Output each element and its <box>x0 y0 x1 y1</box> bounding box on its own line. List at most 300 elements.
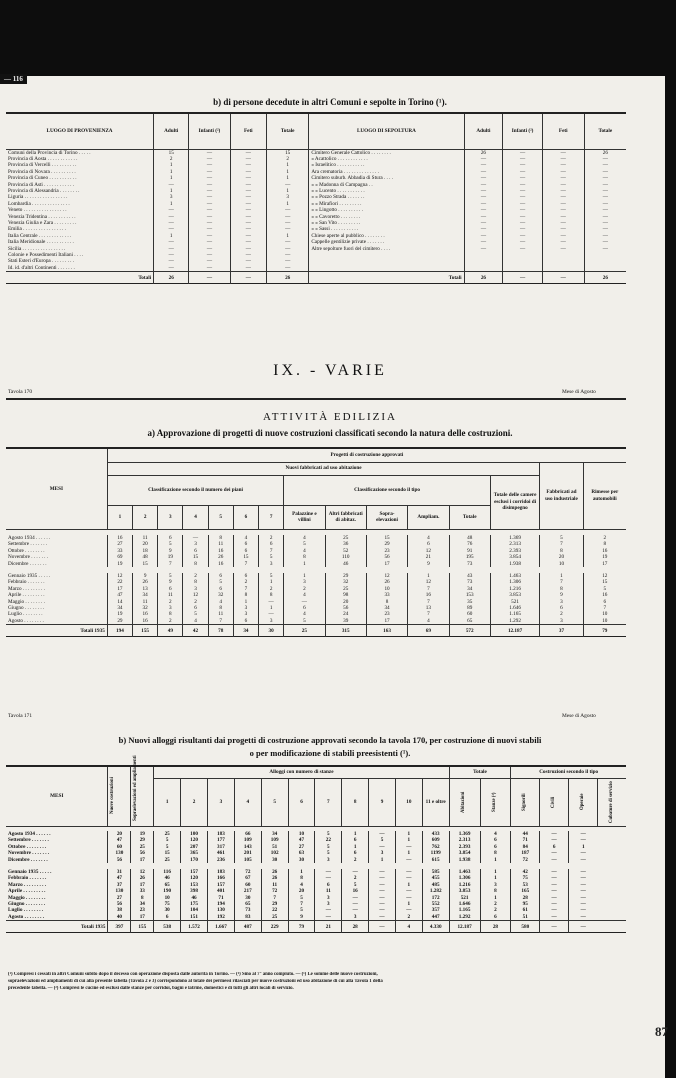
prov-origin-value: — <box>189 252 230 258</box>
b-value: 11 <box>261 882 288 888</box>
b-value: 28 <box>511 895 540 901</box>
a-value: 195 <box>449 554 490 560</box>
b-value: 175 <box>181 901 208 907</box>
a-value: 18 <box>133 548 158 554</box>
b-value: 3.854 <box>449 850 480 856</box>
b-value: — <box>342 869 369 875</box>
b-value: — <box>569 857 598 863</box>
section-b-title: b) di persone decedute in altri Comuni e sepolte in Torino (¹). <box>213 97 447 107</box>
a-value: 91 <box>449 548 490 554</box>
b-value: 1.306 <box>449 875 480 881</box>
b-stanze-col: 3 <box>208 778 235 826</box>
prov-total-value: — <box>189 272 230 284</box>
a-value: 12 <box>107 573 132 579</box>
b-value: 102 <box>261 850 288 856</box>
b-value: 194 <box>208 901 235 907</box>
a-month-label: Ottobre . . . . . . . . <box>8 547 45 554</box>
prov-burial-value: — <box>584 220 626 226</box>
prov-origin-label: Colonie e Possedimenti Italiani . . . . <box>8 252 84 258</box>
a-value: 3 <box>183 586 208 592</box>
a-value: 16 <box>583 592 626 598</box>
b-value: — <box>540 895 569 901</box>
prov-burial-value: — <box>542 246 584 252</box>
b-value: 72 <box>511 857 540 863</box>
a-value: 1.463 <box>490 573 539 579</box>
b-value: 2.393 <box>449 844 480 850</box>
b-value: 192 <box>208 914 235 921</box>
b-value: 1 <box>395 882 422 888</box>
a-value: 16 <box>408 592 449 598</box>
a-value: 2 <box>233 579 258 585</box>
table-b-title-1: b) Nuovi alloggi risultanti dai progetti di costruzione approvati secondo la tavola 170, per costruzione di nuovi stabili <box>118 735 542 745</box>
b-total-value: 21 <box>315 921 342 933</box>
b-value: 67 <box>234 875 261 881</box>
prov-row <box>6 149 626 156</box>
b-value: 95 <box>511 901 540 907</box>
a-value: 76 <box>449 541 490 547</box>
col-luogo-sepoltura: LUOGO DI SEPOLTURA <box>309 113 464 149</box>
prov-origin-value: — <box>189 182 230 188</box>
b-value: 2 <box>395 914 422 921</box>
a-value: 5 <box>284 618 325 625</box>
b-value: 187 <box>511 850 540 856</box>
a-value: 33 <box>107 548 132 554</box>
a-value: 1.306 <box>490 579 539 585</box>
a-value: 52 <box>325 548 366 554</box>
b-value: 8 <box>480 850 511 856</box>
b-value: 71 <box>208 895 235 901</box>
a-value: 34 <box>449 586 490 592</box>
prov-origin-value: — <box>189 175 230 181</box>
prov-burial-value: — <box>584 175 626 181</box>
a-total-value: 25 <box>284 625 325 637</box>
a-month-label: Marzo . . . . . . . . . <box>8 585 45 592</box>
a-value: 20 <box>133 541 158 547</box>
b-value: 6 <box>480 844 511 850</box>
a-value: 5 <box>158 573 183 579</box>
prov-origin-value: — <box>154 246 189 252</box>
b-value: 16 <box>342 888 369 894</box>
b-value: 72 <box>234 869 261 875</box>
b-value: 63 <box>288 850 315 856</box>
a-value: 5 <box>208 579 233 585</box>
b-value: 1 <box>395 831 422 837</box>
b-value: 26 <box>131 875 154 881</box>
prov-burial-value: — <box>584 207 626 213</box>
prov-origin-value: — <box>154 252 189 258</box>
a-value: 9 <box>540 592 583 598</box>
b-total-value: 397 <box>108 921 131 933</box>
prov-burial-value: — <box>464 201 503 207</box>
a-value: 4 <box>408 535 449 541</box>
a-value: 23 <box>366 548 407 554</box>
b-value: 615 <box>422 857 449 863</box>
a-value: 7 <box>408 611 449 617</box>
b-costr-col: Operaie <box>579 793 585 811</box>
a-month-label: Gennaio 1935 . . . . . <box>8 573 51 580</box>
prov-origin-value: — <box>189 265 230 272</box>
a-value: 7 <box>540 541 583 547</box>
b-value: 51 <box>261 844 288 850</box>
a-month-label: Aprile . . . . . . . . . <box>8 592 45 599</box>
b-value: 10 <box>288 831 315 837</box>
a-value: 1 <box>284 561 325 567</box>
b-month-label: Luglio . . . . . . . . <box>8 907 44 914</box>
a-value: 17 <box>107 586 132 592</box>
b-value: 56 <box>108 857 131 863</box>
a-value: 5 <box>284 541 325 547</box>
b-stanze-col: 6 <box>288 778 315 826</box>
a-total-value: 12.187 <box>490 625 539 637</box>
b-value: 5 <box>288 895 315 901</box>
b-value: — <box>569 882 598 888</box>
col-totale-2: Totale <box>584 113 626 149</box>
prov-burial-label: » » Lingotto . . . . . . . . . . <box>309 207 464 213</box>
prov-burial-value: — <box>503 149 543 156</box>
prov-burial-value: — <box>503 239 543 245</box>
a-value: 16 <box>107 535 132 541</box>
a-value: 29 <box>325 573 366 579</box>
prov-origin-label: Provincia di Novara . . . . . . . . . . <box>8 168 76 175</box>
a-value: 6 <box>183 548 208 554</box>
b-value: 20 <box>108 831 131 837</box>
prov-origin-value: — <box>230 156 266 162</box>
prov-burial-value: — <box>503 207 543 213</box>
b-value: 26 <box>261 869 288 875</box>
a-value: 1 <box>408 573 449 579</box>
b-month-label: Agosto 1934 . . . . . . <box>8 831 51 837</box>
a-total-label: Totali 1935 <box>80 627 105 634</box>
a-value: 17 <box>366 618 407 625</box>
b-value: 398 <box>181 888 208 894</box>
a-value: 8 <box>233 592 258 598</box>
b-value: 3 <box>369 850 396 856</box>
col-infanti: Infanti (²) <box>189 113 230 149</box>
b-value: 17 <box>131 882 154 888</box>
a-total-value: 78 <box>208 625 233 637</box>
a-piani-col: 5 <box>208 505 233 529</box>
prov-origin-value: 1 <box>267 188 309 194</box>
a-value: 98 <box>325 592 366 598</box>
b-value: 61 <box>511 907 540 913</box>
b-value: 10 <box>154 895 181 901</box>
b-value: 27 <box>108 895 131 901</box>
b-value: — <box>369 901 396 907</box>
a-value: 7 <box>233 586 258 592</box>
a-value: 4 <box>284 592 325 598</box>
a-value: 32 <box>325 579 366 585</box>
prov-burial-value: — <box>464 220 503 226</box>
b-value: 7 <box>261 895 288 901</box>
prov-origin-label: Stati Esteri d'Europa . . . . . . . . . <box>8 258 75 265</box>
a-value: 60 <box>449 611 490 617</box>
b-value: — <box>342 895 369 901</box>
a-value: 1.292 <box>490 618 539 625</box>
a-value: 4 <box>284 548 325 554</box>
prov-origin-value: 2 <box>267 156 309 162</box>
a-value: 19 <box>158 554 183 560</box>
b-value: 73 <box>234 907 261 913</box>
b-stanze-col: 11 e oltre <box>422 778 449 826</box>
table-b <box>6 755 626 933</box>
prov-burial-value: — <box>464 175 503 181</box>
b-stanze-col: 2 <box>181 778 208 826</box>
b-costr-header: Costruzioni secondo il tipo <box>511 766 626 778</box>
prov-burial-value: — <box>542 239 584 245</box>
a-value: 1.216 <box>490 586 539 592</box>
b-total-value: 12.187 <box>449 921 480 933</box>
b-value: — <box>369 869 396 875</box>
a-total-value: 194 <box>107 625 132 637</box>
b-month-label: Novembre . . . . . . . <box>8 850 50 857</box>
a-value: 29 <box>107 618 132 625</box>
a-value: 6 <box>583 599 626 605</box>
prov-burial-value: — <box>542 188 584 194</box>
prov-origin-value: — <box>154 214 189 220</box>
a-value: 6 <box>233 573 258 579</box>
a-value: 8 <box>208 605 233 611</box>
b-total-value: 155 <box>131 921 154 933</box>
b-total-value: — <box>369 921 396 933</box>
prov-origin-value: — <box>154 226 189 232</box>
b-value: — <box>315 907 342 913</box>
a-value: 15 <box>133 561 158 567</box>
b-value: 116 <box>154 869 181 875</box>
a-value: 15 <box>233 554 258 560</box>
a-value: 23 <box>366 611 407 617</box>
b-value: 25 <box>154 857 181 863</box>
a-value: 4 <box>233 535 258 541</box>
a-value: 4 <box>183 618 208 625</box>
b-value: 1 <box>342 844 369 850</box>
a-value: 6 <box>183 605 208 611</box>
b-value: — <box>395 857 422 863</box>
b-value: 46 <box>181 895 208 901</box>
b-value: 236 <box>208 857 235 863</box>
b-value: 29 <box>261 901 288 907</box>
prov-total-value: — <box>230 272 266 284</box>
a-value: 6 <box>284 605 325 611</box>
prov-origin-value: — <box>230 233 266 239</box>
prov-total-value-2: 26 <box>584 272 626 284</box>
a-value: 6 <box>540 605 583 611</box>
a-value: 47 <box>107 592 132 598</box>
b-value: — <box>369 844 396 850</box>
b-value: — <box>369 895 396 901</box>
b-value: 7 <box>288 901 315 907</box>
prov-total-value-2: — <box>542 272 584 284</box>
prov-origin-value: — <box>230 252 266 258</box>
prov-burial-value: — <box>464 233 503 239</box>
prov-origin-value: — <box>189 258 230 264</box>
a-value: 89 <box>449 605 490 611</box>
table-a-title: a) Approvazione di progetti di nuove costruzioni classificati secondo la natura delle costruzioni. <box>147 428 513 438</box>
b-value: 47 <box>288 837 315 843</box>
prov-burial-label: » » Lucento . . . . . . . . . . . <box>309 188 464 194</box>
b-value: 1 <box>395 850 422 856</box>
b-value: 5 <box>288 907 315 913</box>
prov-burial-value: — <box>503 156 543 162</box>
b-value: 30 <box>288 857 315 863</box>
b-value: 47 <box>108 837 131 843</box>
prov-origin-label: Lombardia . . . . . . . . . . . . . . . <box>8 200 70 207</box>
a-value: 19 <box>107 561 132 567</box>
a-value: 5 <box>259 554 284 560</box>
b-value: — <box>342 901 369 907</box>
a-value: 9 <box>408 561 449 567</box>
b-value: 109 <box>261 837 288 843</box>
prov-origin-value: — <box>230 201 266 207</box>
a-value: 12 <box>408 579 449 585</box>
prov-burial-value: — <box>542 175 584 181</box>
a-value: 25 <box>325 586 366 592</box>
a-value: 2.313 <box>490 541 539 547</box>
prov-burial-value: — <box>584 233 626 239</box>
b-value: 1 <box>395 901 422 907</box>
a-total-value: 42 <box>183 625 208 637</box>
prov-origin-value: — <box>230 258 266 264</box>
b-value: 31 <box>108 869 131 875</box>
prov-burial-label: » » Madonna di Campagna . . <box>309 182 464 188</box>
a-value: 19 <box>107 611 132 617</box>
b-stanze-col: 10 <box>395 778 422 826</box>
b-value: 170 <box>181 857 208 863</box>
b-value: 2 <box>342 857 369 863</box>
a-value: 13 <box>133 586 158 592</box>
b-total-value: 28 <box>480 921 511 933</box>
prov-burial-value: — <box>542 214 584 220</box>
b-value: 30 <box>234 895 261 901</box>
b-total-value: 79 <box>288 921 315 933</box>
prov-origin-value: — <box>230 226 266 232</box>
a-total-row <box>6 625 626 637</box>
b-value: 37 <box>108 882 131 888</box>
b-value: — <box>315 869 342 875</box>
a-value: 43 <box>449 573 490 579</box>
a-total-value: 34 <box>233 625 258 637</box>
prov-origin-value: — <box>267 207 309 213</box>
a-value: 34 <box>107 605 132 611</box>
b-value: 17 <box>131 914 154 921</box>
tavola-170-month: Mese di Agosto <box>562 389 596 395</box>
b-value: — <box>315 875 342 881</box>
a-month-label: Giugno . . . . . . . . <box>8 605 45 612</box>
footnote-2: sopraelevazioni ed ampliamenti di cui alla presente tabella (Tavola 2 e 3) corrispondono al totale dei permessi rilasciati per nuove costruzioni ed uso abitazione di cui alla Tavola 1 della <box>8 979 383 984</box>
a-value: 7 <box>233 561 258 567</box>
a-piani-col: 6 <box>233 505 258 529</box>
col-adulti: Adulti <box>154 113 189 149</box>
b-value: — <box>569 875 598 881</box>
a-value: 12 <box>408 548 449 554</box>
b-value: 1 <box>395 837 422 843</box>
a-value: 2 <box>284 586 325 592</box>
b-value: 1 <box>569 844 598 850</box>
prov-burial-value: — <box>542 156 584 162</box>
a-value: 7 <box>208 618 233 625</box>
b-value: — <box>369 907 396 913</box>
b-value: 447 <box>422 914 449 921</box>
prov-burial-value: — <box>464 162 503 168</box>
b-value: 207 <box>181 844 208 850</box>
b-value: 1.938 <box>449 857 480 863</box>
a-value: 521 <box>490 599 539 605</box>
prov-burial-value: — <box>542 194 584 200</box>
prov-burial-label: Altre sepolture fuori del cimitero . . . . <box>309 246 464 252</box>
b-total-value: — <box>569 921 598 933</box>
a-value: 3 <box>233 605 258 611</box>
a-total-value: 163 <box>366 625 407 637</box>
col-luogo-provenienza: LUOGO DI PROVENIENZA <box>46 128 113 135</box>
b-value: — <box>369 882 396 888</box>
b-nuove-header: Nuove costruzioni <box>110 777 116 815</box>
b-value: 5 <box>315 850 342 856</box>
a-value: 15 <box>366 535 407 541</box>
b-value: 3 <box>315 857 342 863</box>
chapter-title: IX. - VARIE <box>273 362 387 379</box>
a-value: 5 <box>259 573 284 579</box>
prov-origin-value: — <box>189 156 230 162</box>
a-value: 5 <box>583 586 626 592</box>
b-value: 2.313 <box>449 837 480 843</box>
b-total-value: 4.330 <box>422 921 449 933</box>
a-value: 17 <box>583 561 626 567</box>
a-month-label: Agosto 1934 . . . . . . <box>8 535 51 541</box>
provenance-table <box>6 112 626 284</box>
b-value: 5 <box>342 882 369 888</box>
prov-burial-value: — <box>464 182 503 188</box>
b-month-label: Aprile . . . . . . . . . <box>8 888 46 895</box>
prov-origin-value: — <box>230 207 266 213</box>
a-row <box>6 561 626 567</box>
a-value: 8 <box>284 554 325 560</box>
b-value: 5 <box>315 831 342 837</box>
a-row <box>6 618 626 625</box>
a-piani-col: 4 <box>183 505 208 529</box>
prov-origin-value: 1 <box>154 188 189 194</box>
b-value: 53 <box>511 882 540 888</box>
prov-burial-label: » » Sassi . . . . . . . . . . . <box>309 226 464 232</box>
prov-burial-value: — <box>503 169 543 175</box>
a-value: 2 <box>183 599 208 605</box>
b-totale-header: Totale <box>449 766 511 778</box>
b-value: 401 <box>208 888 235 894</box>
a-tipo-col: Altri fabbricati di abitaz. <box>325 505 366 529</box>
a-value: 12 <box>366 573 407 579</box>
a-value: 29 <box>366 541 407 547</box>
b-value: — <box>395 869 422 875</box>
prov-burial-value: — <box>503 162 543 168</box>
footnote-1: (¹) Compresi i cessati in altri Comuni subito dopo il decesso con operazione disposta dalle autorità in Torino. — (²) Sino al 7° anno compiuto. — (¹) Le somme delle nuove costruzioni, <box>8 972 378 977</box>
a-month-label: Luglio . . . . . . . . <box>8 611 43 618</box>
a-value: 69 <box>107 554 132 560</box>
b-value: 42 <box>511 869 540 875</box>
a-value: 4 <box>284 535 325 541</box>
prov-total-label-2: Totali <box>309 272 464 284</box>
a-tipo-col: Totale <box>449 505 490 529</box>
prov-burial-value: — <box>584 226 626 232</box>
b-value: 1 <box>480 895 511 901</box>
a-fabbr-header: Fabbricati ad uso industriale <box>540 462 583 529</box>
b-value: 105 <box>234 857 261 863</box>
a-value: 6 <box>208 586 233 592</box>
prov-origin-value: — <box>189 162 230 168</box>
prov-origin-value: — <box>230 246 266 252</box>
a-value: 6 <box>158 535 183 541</box>
prov-burial-value: — <box>542 182 584 188</box>
prov-burial-value: — <box>503 233 543 239</box>
a-value: 2 <box>158 618 183 625</box>
b-value: — <box>540 914 569 921</box>
